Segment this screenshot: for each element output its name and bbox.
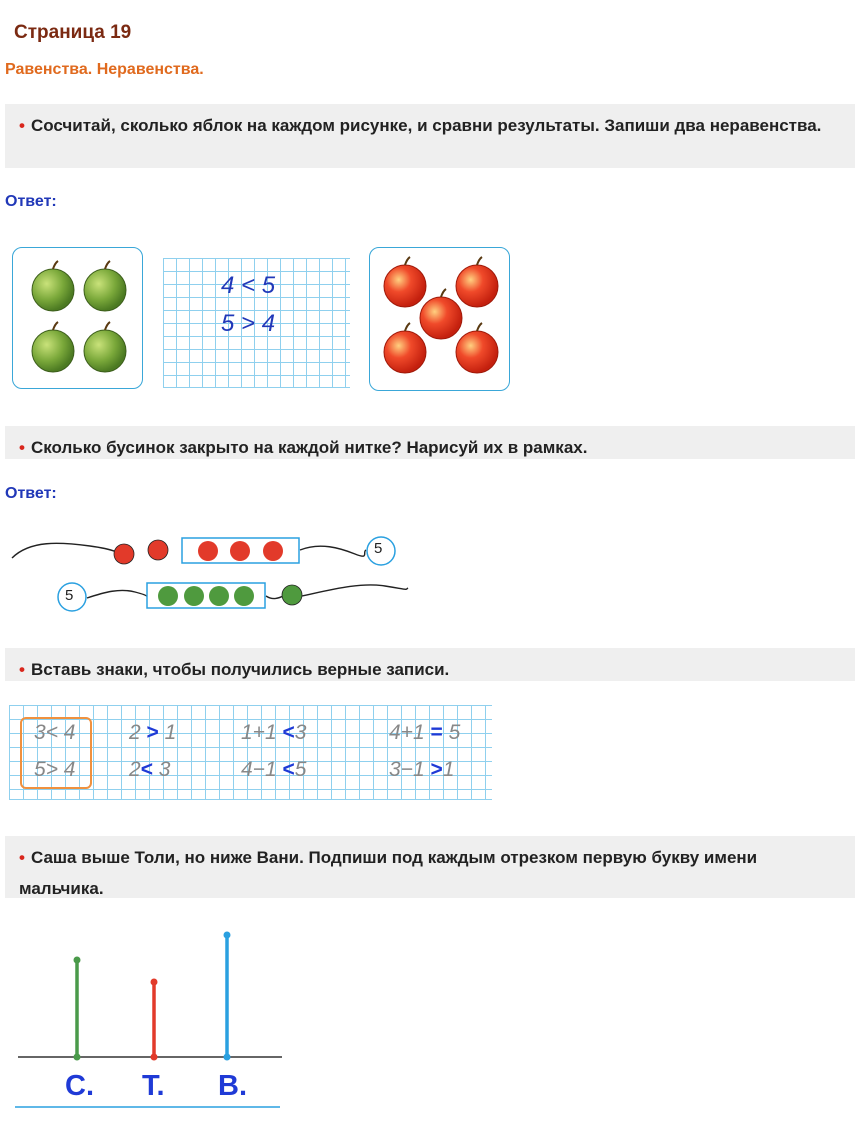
bullet-icon: • [19,660,25,679]
task-4-text: Саша выше Толи, но ниже Вани. Подпиши под каждым отрезком первую букву имени мальчика. [19,848,758,898]
page-subtitle: Равенства. Неравенства. [5,61,204,78]
beads-illustration [10,530,410,616]
label-sasha: С. [65,1070,94,1102]
expr-right: 1 [442,758,455,781]
expr-right: 1 [164,721,177,744]
inserted-sign: > [430,758,443,781]
bead-green [158,586,178,606]
task-4-prompt [5,836,855,898]
answer-label-2: Ответ: [5,485,57,502]
inserted-sign: < [282,721,295,744]
answer-label-1: Ответ: [5,193,57,210]
task-2-prompt [5,426,855,459]
inequality-2: 5 > 4 [221,310,276,337]
expr-right: 4 [63,721,76,744]
apple-icon [84,322,126,372]
bullet-icon: • [19,438,25,457]
apple-icon [420,289,462,339]
expr-right: 3 [294,721,307,744]
bead-green [184,586,204,606]
count-label-2: 5 [65,587,74,604]
sign: > [45,758,58,781]
task-1-prompt [5,104,855,168]
task-1-text: Сосчитай, сколько яблок на каждом рисунке, и сравни результаты. Запиши два неравенства. [30,116,822,135]
signs-grid [9,705,492,800]
label-tolya: Т. [142,1070,165,1102]
expr-left: 2 [129,721,141,744]
bead-green [234,586,254,606]
expr-left: 3−1 [389,758,425,781]
string-2-left [87,590,147,598]
inserted-sign: < [282,758,295,781]
bead-red [148,540,168,560]
bead-red [114,544,134,564]
expr-left: 3 [34,721,46,744]
inserted-sign: > [146,721,159,744]
string-1-right [300,546,366,556]
count-label-1: 5 [374,540,383,557]
expr-right: 5 [448,721,461,744]
expr-left: 4+1 [389,721,425,744]
apple-icon [384,257,426,307]
bead-red [198,541,218,561]
task-2-text: Сколько бусинок закрыто на каждой нитке? Нарисуй их в рамках. [30,438,588,457]
task-3-text: Вставь знаки, чтобы получились верные записи. [30,660,450,679]
apple-icon [32,322,74,372]
expr-right: 5 [294,758,307,781]
sign: < [45,721,58,744]
apple-icon [84,261,126,311]
apple-icon [384,323,426,373]
string-1-left [12,543,122,558]
answer-grid-1 [163,258,350,388]
string-2-right [302,585,408,596]
task-3-prompt [5,648,855,681]
page-title: Страница 19 [14,22,132,43]
inserted-sign: < [140,758,153,781]
bead-green [282,585,302,605]
expr-left: 4−1 [241,758,277,781]
bead-red [230,541,250,561]
expr-right: 4 [63,758,76,781]
bead-green [209,586,229,606]
bead-red [263,541,283,561]
bullet-icon: • [19,116,25,135]
expr-left: 2 [129,758,141,781]
red-apples-illustration [370,248,511,392]
label-vanya: В. [218,1070,247,1102]
segments-illustration [15,925,285,1115]
expr-left: 5 [34,758,46,781]
green-apples-illustration [13,248,144,390]
apple-icon [456,257,498,307]
green-apples-frame [12,247,143,389]
expr-right: 3 [158,758,171,781]
expr-left: 1+1 [241,721,277,744]
inequality-1: 4 < 5 [221,272,276,299]
apple-icon [456,323,498,373]
apple-icon [32,261,74,311]
red-apples-frame [369,247,510,391]
bullet-icon: • [19,848,25,867]
inserted-sign: = [430,721,443,744]
